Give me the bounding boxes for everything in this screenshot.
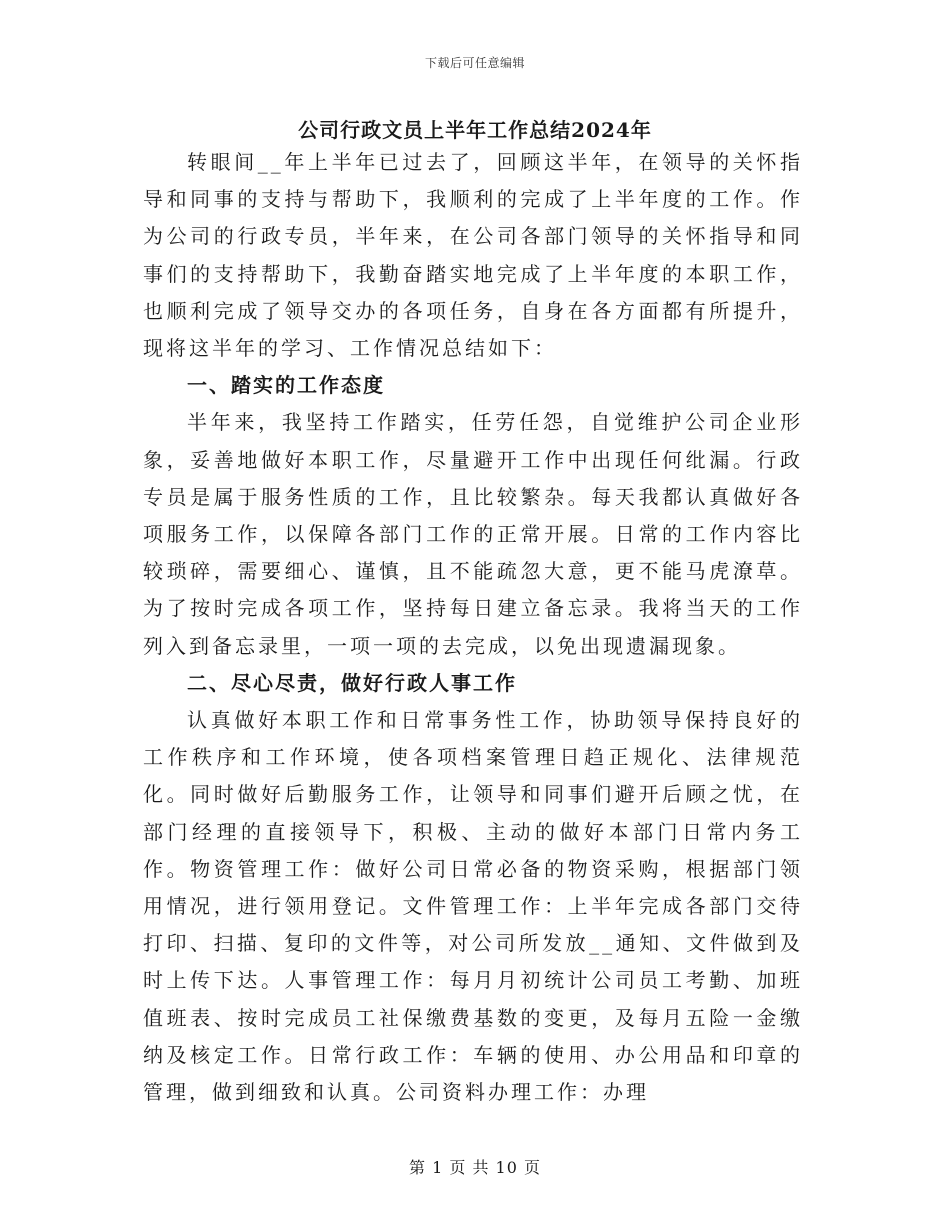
- page-indicator: 第 1 页 共 10 页: [409, 1158, 541, 1177]
- section-heading-1: 一、踏实的工作态度: [187, 373, 385, 398]
- section-paragraph-1: 半年来，我坚持工作踏实，任劳任怨，自觉维护公司企业形象，妥善地做好本职工作，尽量避开工作中出现任何纰漏。行政专员是属于服务性质的工作，且比较繁杂。每天我都认真做好各项服务工作，以保障各部门工作的正常开展。日常的工作内容比较琐碎，需要细心、谨慎，且不能疏忽大意，更不能马虎潦草。为了按时完成各项工作，坚持每日建立备忘录。我将当天的工作列入到备忘录里，一项一项的去完成，以免出现遗漏现象。: [143, 410, 803, 658]
- section-paragraph-2: 认真做好本职工作和日常事务性工作，协助领导保持良好的工作秩序和工作环境，使各项档案管理日趋正规化、法律规范化。同时做好后勤服务工作，让领导和同事们避开后顾之忧，在部门经理的直接领导下，积极、主动的做好本部门日常内务工作。物资管理工作：做好公司日常必备的物资采购，根据部门领用情况，进行领用登记。文件管理工作：上半年完成各部门交待打印、扫描、复印的文件等，对公司所发放__通知、文件做到及时上传下达。人事管理工作：每月月初统计公司员工考勤、加班值班表、按时完成员工社保缴费基数的变更，及每月五险一金缴纳及核定工作。日常行政工作：车辆的使用、办公用品和印章的管理，做到细致和认真。公司资料办理工作：办理: [143, 708, 803, 1105]
- document-body: [143, 144, 803, 1111]
- section-heading-2: 二、尽心尽责，做好行政人事工作: [187, 670, 517, 695]
- header-note: 下载后可任意编辑: [424, 56, 525, 70]
- intro-paragraph: 转眼间__年上半年已过去了，回顾这半年，在领导的关怀指导和同事的支持与帮助下，我顺利的完成了上半年度的工作。作为公司的行政专员，半年来，在公司各部门领导的关怀指导和同事们的支持帮助下，我勤奋踏实地完成了上半年度的本职工作，也顺利完成了领导交办的各项任务，自身在各方面都有所提升，现将这半年的学习、工作情况总结如下：: [143, 150, 803, 361]
- document-title: 公司行政文员上半年工作总结2024年: [298, 118, 652, 142]
